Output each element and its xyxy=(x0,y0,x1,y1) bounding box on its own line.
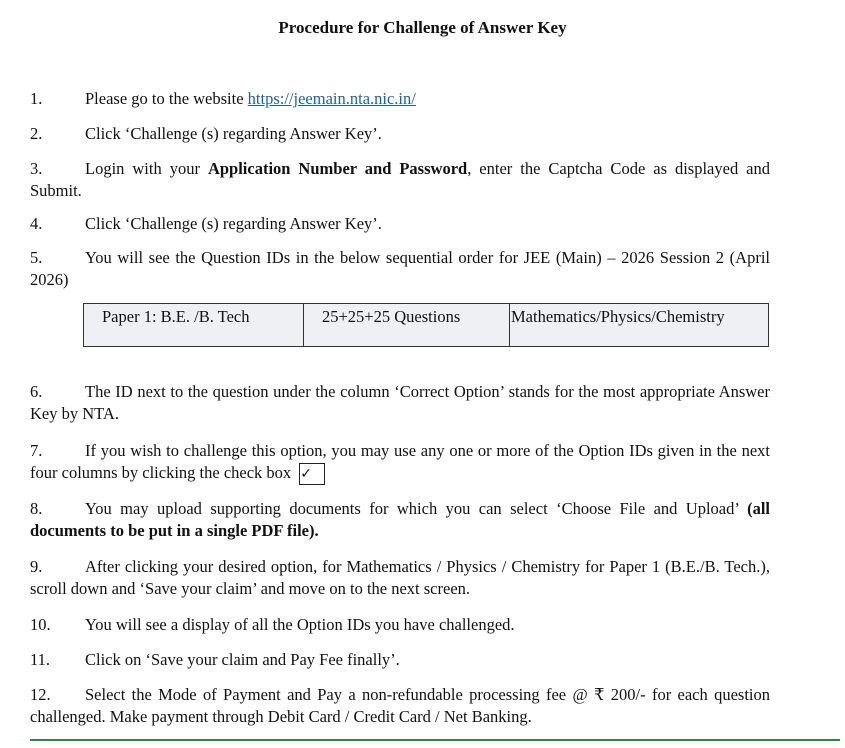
step-number: 7. xyxy=(30,441,43,460)
step-11 xyxy=(30,649,770,671)
step-8 xyxy=(30,498,770,542)
step-text: After clicking your desired option, for Mathematics / Physics / Chemistry for Paper 1 (B.E./B. Tech.), scroll down and ‘Save your claim’ and move on to the next screen. xyxy=(30,557,770,598)
step-text: If you wish to challenge this option, you may use any one or more of the Option IDs given in the next four columns by clicking the check box xyxy=(30,441,770,482)
step-number: 9. xyxy=(30,557,43,576)
step-number: 3. xyxy=(30,159,43,178)
step-12 xyxy=(30,684,770,728)
step-text: Click on ‘Save your claim and Pay Fee finally’. xyxy=(85,650,400,669)
table-row xyxy=(84,304,769,347)
step-7 xyxy=(30,440,770,485)
website-link[interactable]: https://jeemain.nta.nic.in/ xyxy=(247,89,416,108)
step-text: You may upload supporting documents for which you can select ‘Choose File and Upload’ xyxy=(85,499,748,518)
step-text-bold: (all documents to be put in a single PDF file). xyxy=(30,499,770,540)
step-text: The ID next to the question under the column ‘Correct Option’ stands for the most appropriate Answer Key by NTA. xyxy=(30,382,770,423)
step-number: 11. xyxy=(30,650,51,669)
step-text: You will see the Question IDs in the below sequential order for JEE (Main) – 2026 Session 2 (April 2026) xyxy=(30,248,770,289)
questions-cell: 25+25+25 Questions xyxy=(304,304,510,347)
step-number: 6. xyxy=(30,382,43,401)
step-10 xyxy=(30,614,770,636)
step-9 xyxy=(30,556,770,600)
step-text: Login with your xyxy=(85,159,208,178)
step-text: You will see a display of all the Option IDs you have challenged. xyxy=(85,615,515,634)
step-number: 5. xyxy=(30,248,43,267)
step-1 xyxy=(30,88,770,110)
paper-cell: Paper 1: B.E. /B. Tech xyxy=(84,304,304,347)
step-number: 4. xyxy=(30,214,43,233)
step-text: , enter the Captcha Code as displayed and Submit. xyxy=(30,159,771,200)
step-text: Please go to the website xyxy=(85,89,248,108)
paper-table xyxy=(83,303,769,347)
step-text-bold: Application Number and Password xyxy=(207,159,468,178)
step-text: Click ‘Challenge (s) regarding Answer Key’. xyxy=(85,124,382,143)
step-number: 1. xyxy=(30,89,43,108)
step-number: 2. xyxy=(30,124,43,143)
step-6 xyxy=(30,381,770,425)
page-title: Procedure for Challenge of Answer Key xyxy=(278,18,567,37)
step-number: 12. xyxy=(30,685,51,704)
step-2 xyxy=(30,123,770,145)
step-4 xyxy=(30,213,770,235)
footer-divider xyxy=(30,739,840,741)
step-3 xyxy=(30,158,770,202)
step-text: Select the Mode of Payment and Pay a non-refundable processing fee @ ₹ 200/- for each question challenged. Make payment through Debit Card / Credit Card / Net Banking. xyxy=(30,685,770,726)
checkbox-icon: ✓ xyxy=(299,463,325,485)
step-5 xyxy=(30,247,770,291)
subjects-cell: Mathematics/Physics/Chemistry xyxy=(510,304,769,347)
step-text: Click ‘Challenge (s) regarding Answer Key’. xyxy=(85,214,382,233)
step-number: 8. xyxy=(30,499,43,518)
step-number: 10. xyxy=(30,615,51,634)
